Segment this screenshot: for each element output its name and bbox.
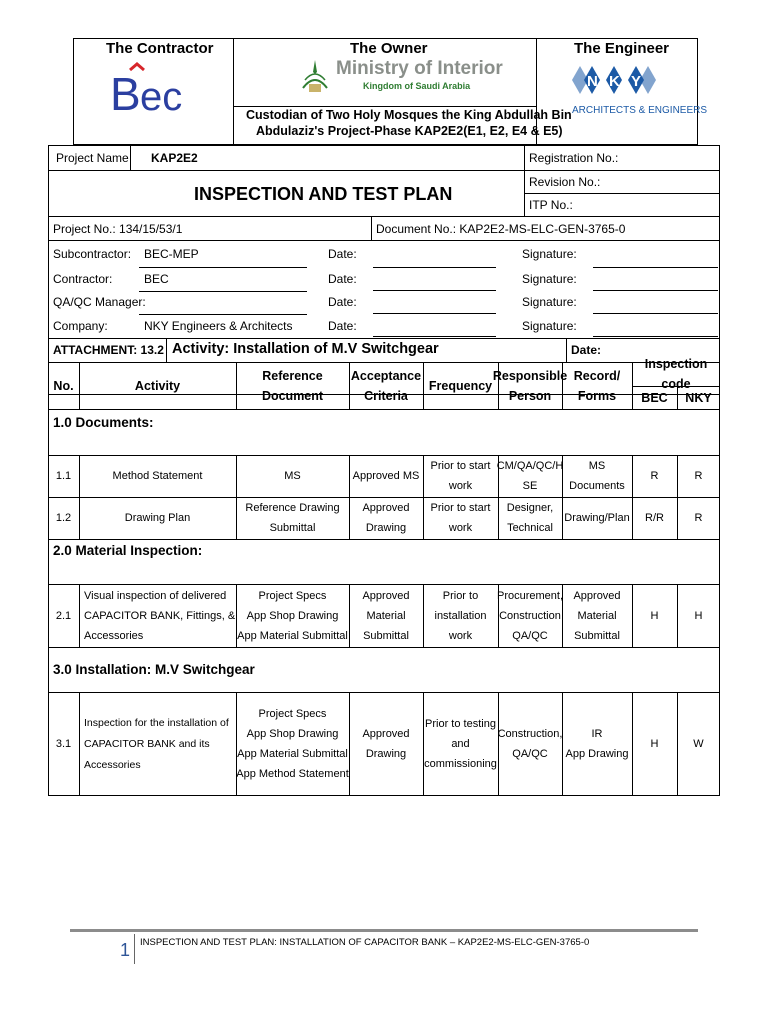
- divider: [371, 216, 372, 240]
- name-field-line: [139, 291, 307, 292]
- table-row-record: Drawing/Plan: [564, 512, 630, 524]
- divider: [48, 170, 526, 171]
- table-row-activity: Visual inspection of delivered CAPACITOR BANK, Fittings, & Accessories: [84, 589, 236, 642]
- party-date-label: Date:: [328, 272, 357, 286]
- section-title: 2.0 Material Inspection:: [53, 543, 203, 558]
- table-row-activity: Method Statement: [112, 470, 203, 482]
- section-title: 1.0 Documents:: [53, 415, 154, 430]
- registration-label: Registration No.:: [529, 151, 619, 165]
- divider: [48, 216, 720, 217]
- ministry-subtitle: Kingdom of Saudi Arabia: [363, 81, 471, 91]
- table-row-responsible: Designer, Technical: [506, 502, 554, 534]
- date-field-line: [373, 267, 496, 268]
- name-field-line: [139, 267, 307, 268]
- table-row-frequency: Prior to installation work: [434, 589, 487, 642]
- party-signature-label: Signature:: [522, 319, 577, 333]
- table-row-reference: Reference Drawing Submittal: [245, 502, 340, 534]
- col-header-activity: Activity: [134, 378, 181, 393]
- date-field-line: [373, 290, 496, 291]
- party-signature-label: Signature:: [522, 247, 577, 261]
- divider: [524, 145, 525, 216]
- document-number: Document No.: KAP2E2-MS-ELC-GEN-3765-0: [376, 222, 626, 236]
- footer-divider: [134, 934, 135, 964]
- divider: [233, 106, 536, 107]
- svg-text:ec: ec: [140, 75, 183, 119]
- footer-page-number: 1: [120, 940, 131, 960]
- divider: [48, 338, 720, 339]
- table-row-responsible: Construction, QA/QC: [497, 728, 563, 760]
- signature-field-line: [593, 336, 718, 337]
- bec-logo: [108, 60, 188, 120]
- divider: [48, 539, 720, 540]
- table-row-reference: Project Specs App Shop Drawing App Material Submittal App Method Statement: [236, 708, 349, 780]
- date-field-line: [373, 336, 496, 337]
- divider: [233, 38, 234, 145]
- table-row-bec-code: R: [650, 470, 659, 482]
- party-label: Company:: [53, 319, 108, 333]
- table-row-nky-code: R: [694, 470, 703, 482]
- project-name-label: Project Name: [56, 151, 129, 165]
- table-row-nky-code: W: [693, 738, 704, 750]
- col-header-frequency: Frequency: [428, 378, 493, 393]
- table-row-bec-code: R/R: [645, 512, 664, 524]
- contractor-label: The Contractor: [106, 40, 214, 57]
- table-row-acceptance: Approved Material Submittal: [362, 589, 410, 642]
- table-row-frequency: Prior to testing and commissioning: [424, 718, 497, 770]
- signature-field-line: [593, 313, 718, 314]
- activity-date-label: Date:: [571, 343, 602, 357]
- col-header-reference: Reference Document: [261, 368, 324, 403]
- table-row-no: 2.1: [55, 609, 72, 622]
- table-row-no: 3.1: [55, 738, 72, 750]
- engineer-subtitle: ARCHITECTS & ENGINEERS: [572, 105, 708, 116]
- col-header-record: Record/ Forms: [573, 368, 621, 403]
- party-signature-label: Signature:: [522, 295, 577, 309]
- party-signature-label: Signature:: [522, 272, 577, 286]
- footer-rule: [70, 929, 698, 932]
- party-label: Subcontractor:: [53, 247, 132, 261]
- table-row-no: 1.1: [55, 470, 72, 482]
- date-field-line: [373, 313, 496, 314]
- divider: [166, 338, 167, 362]
- col-header-acceptance: Acceptance Criteria: [350, 368, 422, 403]
- svg-text:N: N: [587, 73, 598, 90]
- document-title: INSPECTION AND TEST PLAN: [194, 184, 453, 204]
- nky-logo: [570, 60, 660, 100]
- divider: [524, 193, 720, 194]
- footer-text: INSPECTION AND TEST PLAN: INSTALLATION OF CAPACITOR BANK – KAP2E2-MS-ELC-GEN-3765-0: [140, 937, 590, 948]
- divider: [48, 409, 720, 410]
- info-block: [48, 145, 720, 395]
- party-value: NKY Engineers & Architects: [144, 319, 293, 333]
- table-row-no: 1.2: [55, 512, 72, 524]
- table-row-responsible: Procurement, Construction QA/QC: [496, 589, 564, 642]
- table-row-bec-code: H: [650, 609, 659, 622]
- project-name-value: KAP2E2: [151, 151, 198, 165]
- divider: [130, 145, 131, 170]
- col-header-responsible: Responsible Person: [492, 368, 568, 403]
- attachment-number: ATTACHMENT: 13.2: [53, 343, 164, 357]
- divider: [48, 647, 720, 648]
- table-row-frequency: Prior to start work: [430, 460, 491, 492]
- table-row-bec-code: H: [650, 738, 659, 750]
- party-label: QA/QC Manager:: [53, 295, 146, 309]
- table-row-activity: Drawing Plan: [124, 512, 191, 524]
- table-row-record: MS Documents: [569, 460, 625, 492]
- party-date-label: Date:: [328, 295, 357, 309]
- party-value: BEC-MEP: [144, 247, 199, 261]
- table-row-frequency: Prior to start work: [430, 502, 491, 534]
- divider: [524, 170, 720, 171]
- project-description-line2: Abdulaziz's Project-Phase KAP2E2(E1, E2, E4 & E5): [256, 124, 563, 138]
- col-header-no: No.: [53, 378, 74, 393]
- col-header-bec: BEC: [641, 390, 668, 405]
- section-title: 3.0 Installation: M.V Switchgear: [53, 662, 255, 677]
- divider: [48, 240, 720, 241]
- divider: [566, 338, 567, 362]
- ministry-name: Ministry of Interior: [336, 58, 503, 79]
- party-label: Contractor:: [53, 272, 113, 286]
- name-field-line: [139, 314, 307, 315]
- revision-label: Revision No.:: [529, 175, 601, 189]
- table-row-nky-code: H: [694, 609, 703, 622]
- project-description-line1: Custodian of Two Holy Mosques the King Abdullah Bin: [246, 108, 572, 122]
- table-row-acceptance: Approved MS: [352, 470, 420, 482]
- activity-title: Activity: Installation of M.V Switchgear: [172, 341, 439, 357]
- table-row-record: IR App Drawing: [565, 728, 629, 760]
- col-header-nky: NKY: [685, 390, 712, 405]
- party-date-label: Date:: [328, 247, 357, 261]
- svg-text:B: B: [110, 68, 141, 120]
- col-header-inspection-code: Inspection code: [644, 357, 708, 391]
- table-row-activity: Inspection for the installation of CAPACITOR BANK and its Accessories: [84, 716, 229, 771]
- svg-text:Y: Y: [631, 73, 642, 90]
- project-number: Project No.: 134/15/53/1: [53, 222, 183, 236]
- svg-text:K: K: [609, 73, 620, 90]
- table-row-responsible: CM/QA/QC/H SE: [496, 460, 564, 492]
- table-row-acceptance: Approved Drawing: [362, 728, 410, 760]
- table-row-reference: Project Specs App Shop Drawing App Material Submittal: [237, 589, 348, 642]
- table-row-nky-code: R: [694, 512, 703, 524]
- party-value: BEC: [144, 272, 169, 286]
- itp-label: ITP No.:: [529, 198, 573, 212]
- table-row-acceptance: Approved Drawing: [362, 502, 410, 534]
- ministry-emblem-icon: [299, 58, 331, 96]
- table-row-record: Approved Material Submittal: [573, 589, 621, 642]
- signature-field-line: [593, 267, 718, 268]
- owner-label: The Owner: [350, 40, 428, 57]
- party-date-label: Date:: [328, 319, 357, 333]
- signature-field-line: [593, 290, 718, 291]
- engineer-label: The Engineer: [574, 40, 670, 57]
- table-row-reference: MS: [284, 470, 301, 482]
